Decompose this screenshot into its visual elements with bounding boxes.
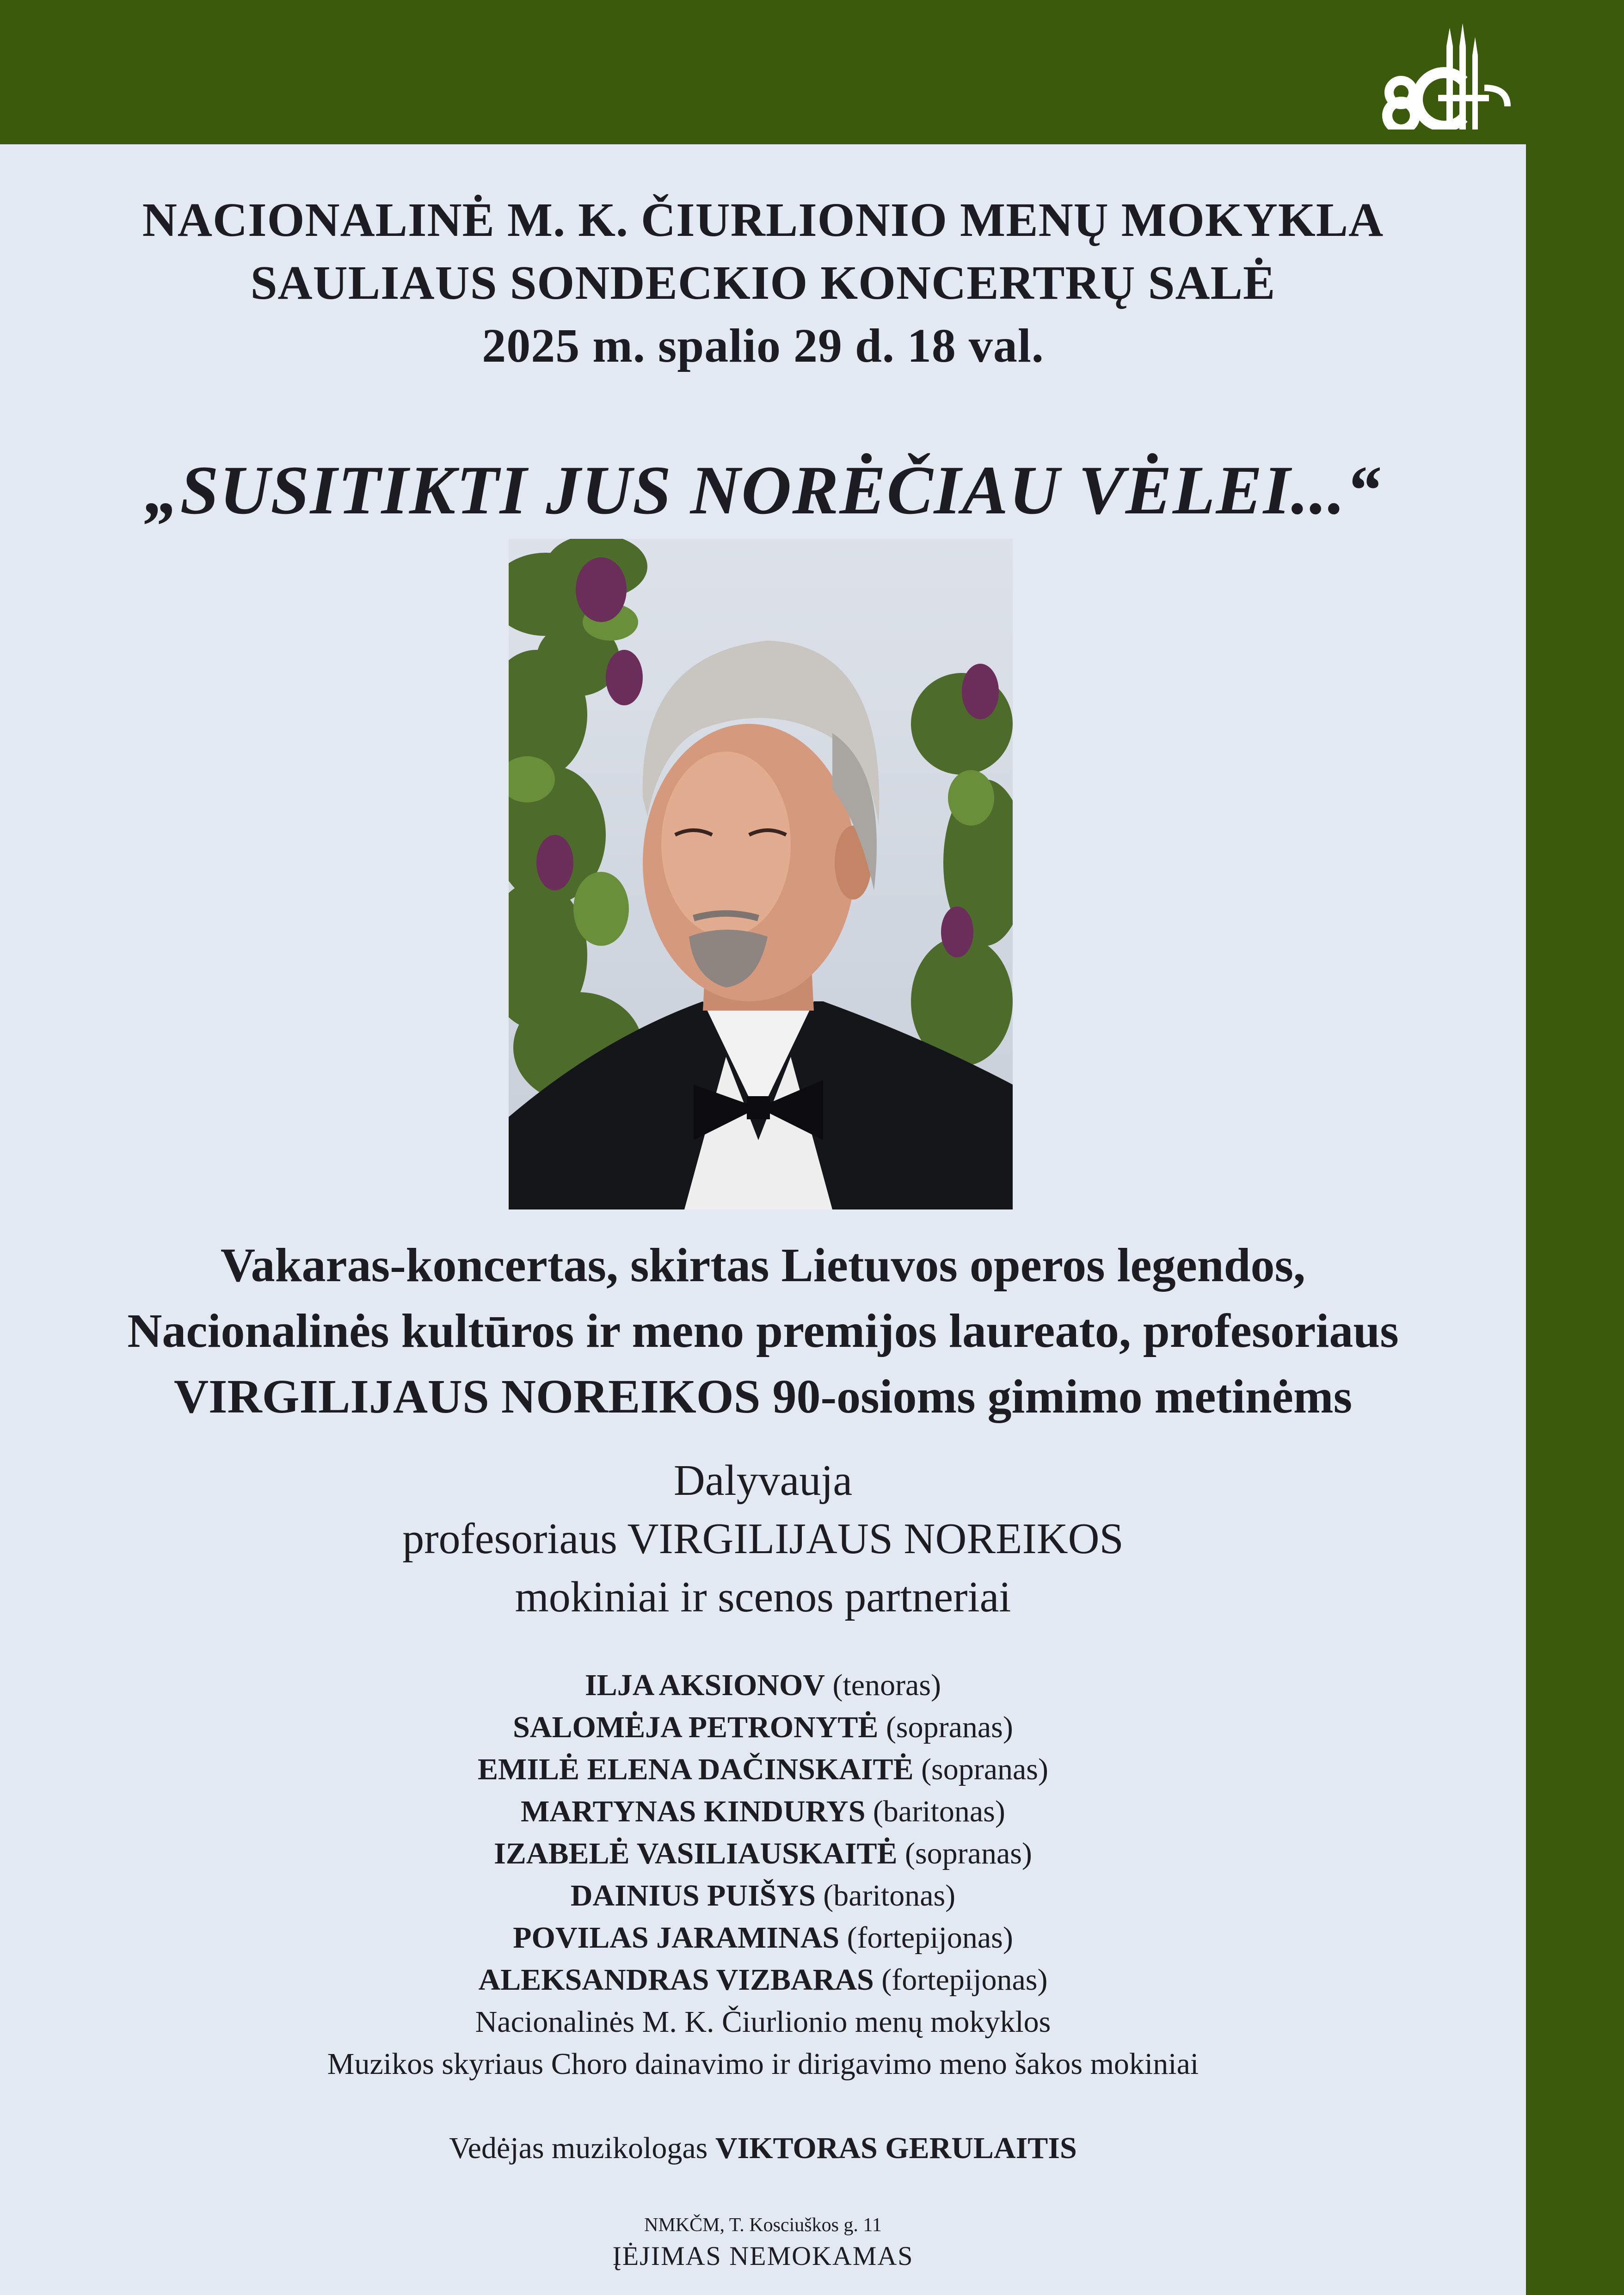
host-label: Vedėjas muzikologas bbox=[449, 2131, 708, 2165]
performer bbox=[0, 1790, 1526, 1832]
performer-name: POVILAS JARAMINAS bbox=[513, 1921, 840, 1955]
performer-role: (tenoras) bbox=[832, 1668, 941, 1702]
performer-name: ALEKSANDRAS VIZBARAS bbox=[478, 1963, 874, 1997]
free-entry: ĮĖJIMAS NEMOKAMAS bbox=[612, 2241, 914, 2271]
venue-address: NMKČM, T. Kosciuškos g. 11 bbox=[644, 2215, 882, 2236]
participants-line-3: mokiniai ir scenos partneriai bbox=[515, 1573, 1011, 1621]
performer-name: MARTYNAS KINDURYS bbox=[521, 1795, 866, 1828]
performer-role: (baritonas) bbox=[823, 1879, 956, 1912]
performer bbox=[0, 1832, 1526, 1875]
performer-role: (fortepijonas) bbox=[881, 1963, 1048, 1997]
description-line-1: Vakaras-koncertas, skirtas Lietuvos operos legendos, bbox=[221, 1239, 1305, 1292]
performer-role: (sopranas) bbox=[905, 1837, 1032, 1870]
portrait-photo bbox=[509, 539, 1013, 1209]
performer-role: (baritonas) bbox=[873, 1795, 1005, 1828]
performer bbox=[0, 1664, 1526, 1706]
description-line-3: VIRGILIJAUS NOREIKOS 90-osioms gimimo metinėms bbox=[173, 1370, 1353, 1423]
performer bbox=[0, 1706, 1526, 1748]
performer-role: (fortepijonas) bbox=[847, 1921, 1013, 1955]
participants-line-1: Dalyvauja bbox=[673, 1456, 853, 1505]
choir-line-2: Muzikos skyriaus Choro dainavimo ir dirigavimo meno šakos mokiniai bbox=[327, 2047, 1199, 2081]
choir-line-1: Nacionalinės M. K. Čiurlionio menų mokyklos bbox=[475, 2005, 1051, 2039]
performer bbox=[0, 1748, 1526, 1790]
performer-name: DAINIUS PUIŠYS bbox=[570, 1879, 816, 1912]
event-title: „SUSITIKTI JUS NORĖČIAU VĖLEI...“ bbox=[144, 452, 1382, 529]
performer-name: ILJA AKSIONOV bbox=[584, 1668, 825, 1702]
description-line-2: Nacionalinės kultūros ir meno premijos laureato, profesoriaus bbox=[127, 1304, 1399, 1357]
performer-role: (sopranas) bbox=[921, 1752, 1048, 1786]
performer-name: EMILĖ ELENA DAČINSKAITĖ bbox=[478, 1752, 914, 1786]
venue-hall: SAULIAUS SONDECKIO KONCERTRŲ SALĖ bbox=[250, 256, 1276, 309]
performer bbox=[0, 1875, 1526, 1917]
performer bbox=[0, 1917, 1526, 1959]
host-name: VIKTORAS GERULAITIS bbox=[715, 2131, 1077, 2165]
performer-name: SALOMĖJA PETRONYTĖ bbox=[513, 1710, 879, 1744]
performer-name: IZABELĖ VASILIAUSKAITĖ bbox=[494, 1837, 898, 1870]
event-description bbox=[0, 1233, 1526, 1430]
venue-school: NACIONALINĖ M. K. ČIURLIONIO MENŲ MOKYKLA bbox=[142, 193, 1384, 247]
venue-block bbox=[0, 189, 1526, 377]
right-green-band bbox=[1526, 0, 1624, 2295]
participants-intro bbox=[0, 1451, 1526, 1626]
event-date: 2025 m. spalio 29 d. 18 val. bbox=[482, 319, 1044, 372]
performer-role: (sopranas) bbox=[886, 1710, 1013, 1744]
performer bbox=[0, 1959, 1526, 2001]
participants-line-2: profesoriaus VIRGILIJAUS NOREIKOS bbox=[402, 1515, 1124, 1563]
host-line bbox=[0, 2128, 1526, 2169]
school-monogram-logo bbox=[1369, 19, 1517, 130]
performers-list bbox=[0, 1664, 1526, 2085]
